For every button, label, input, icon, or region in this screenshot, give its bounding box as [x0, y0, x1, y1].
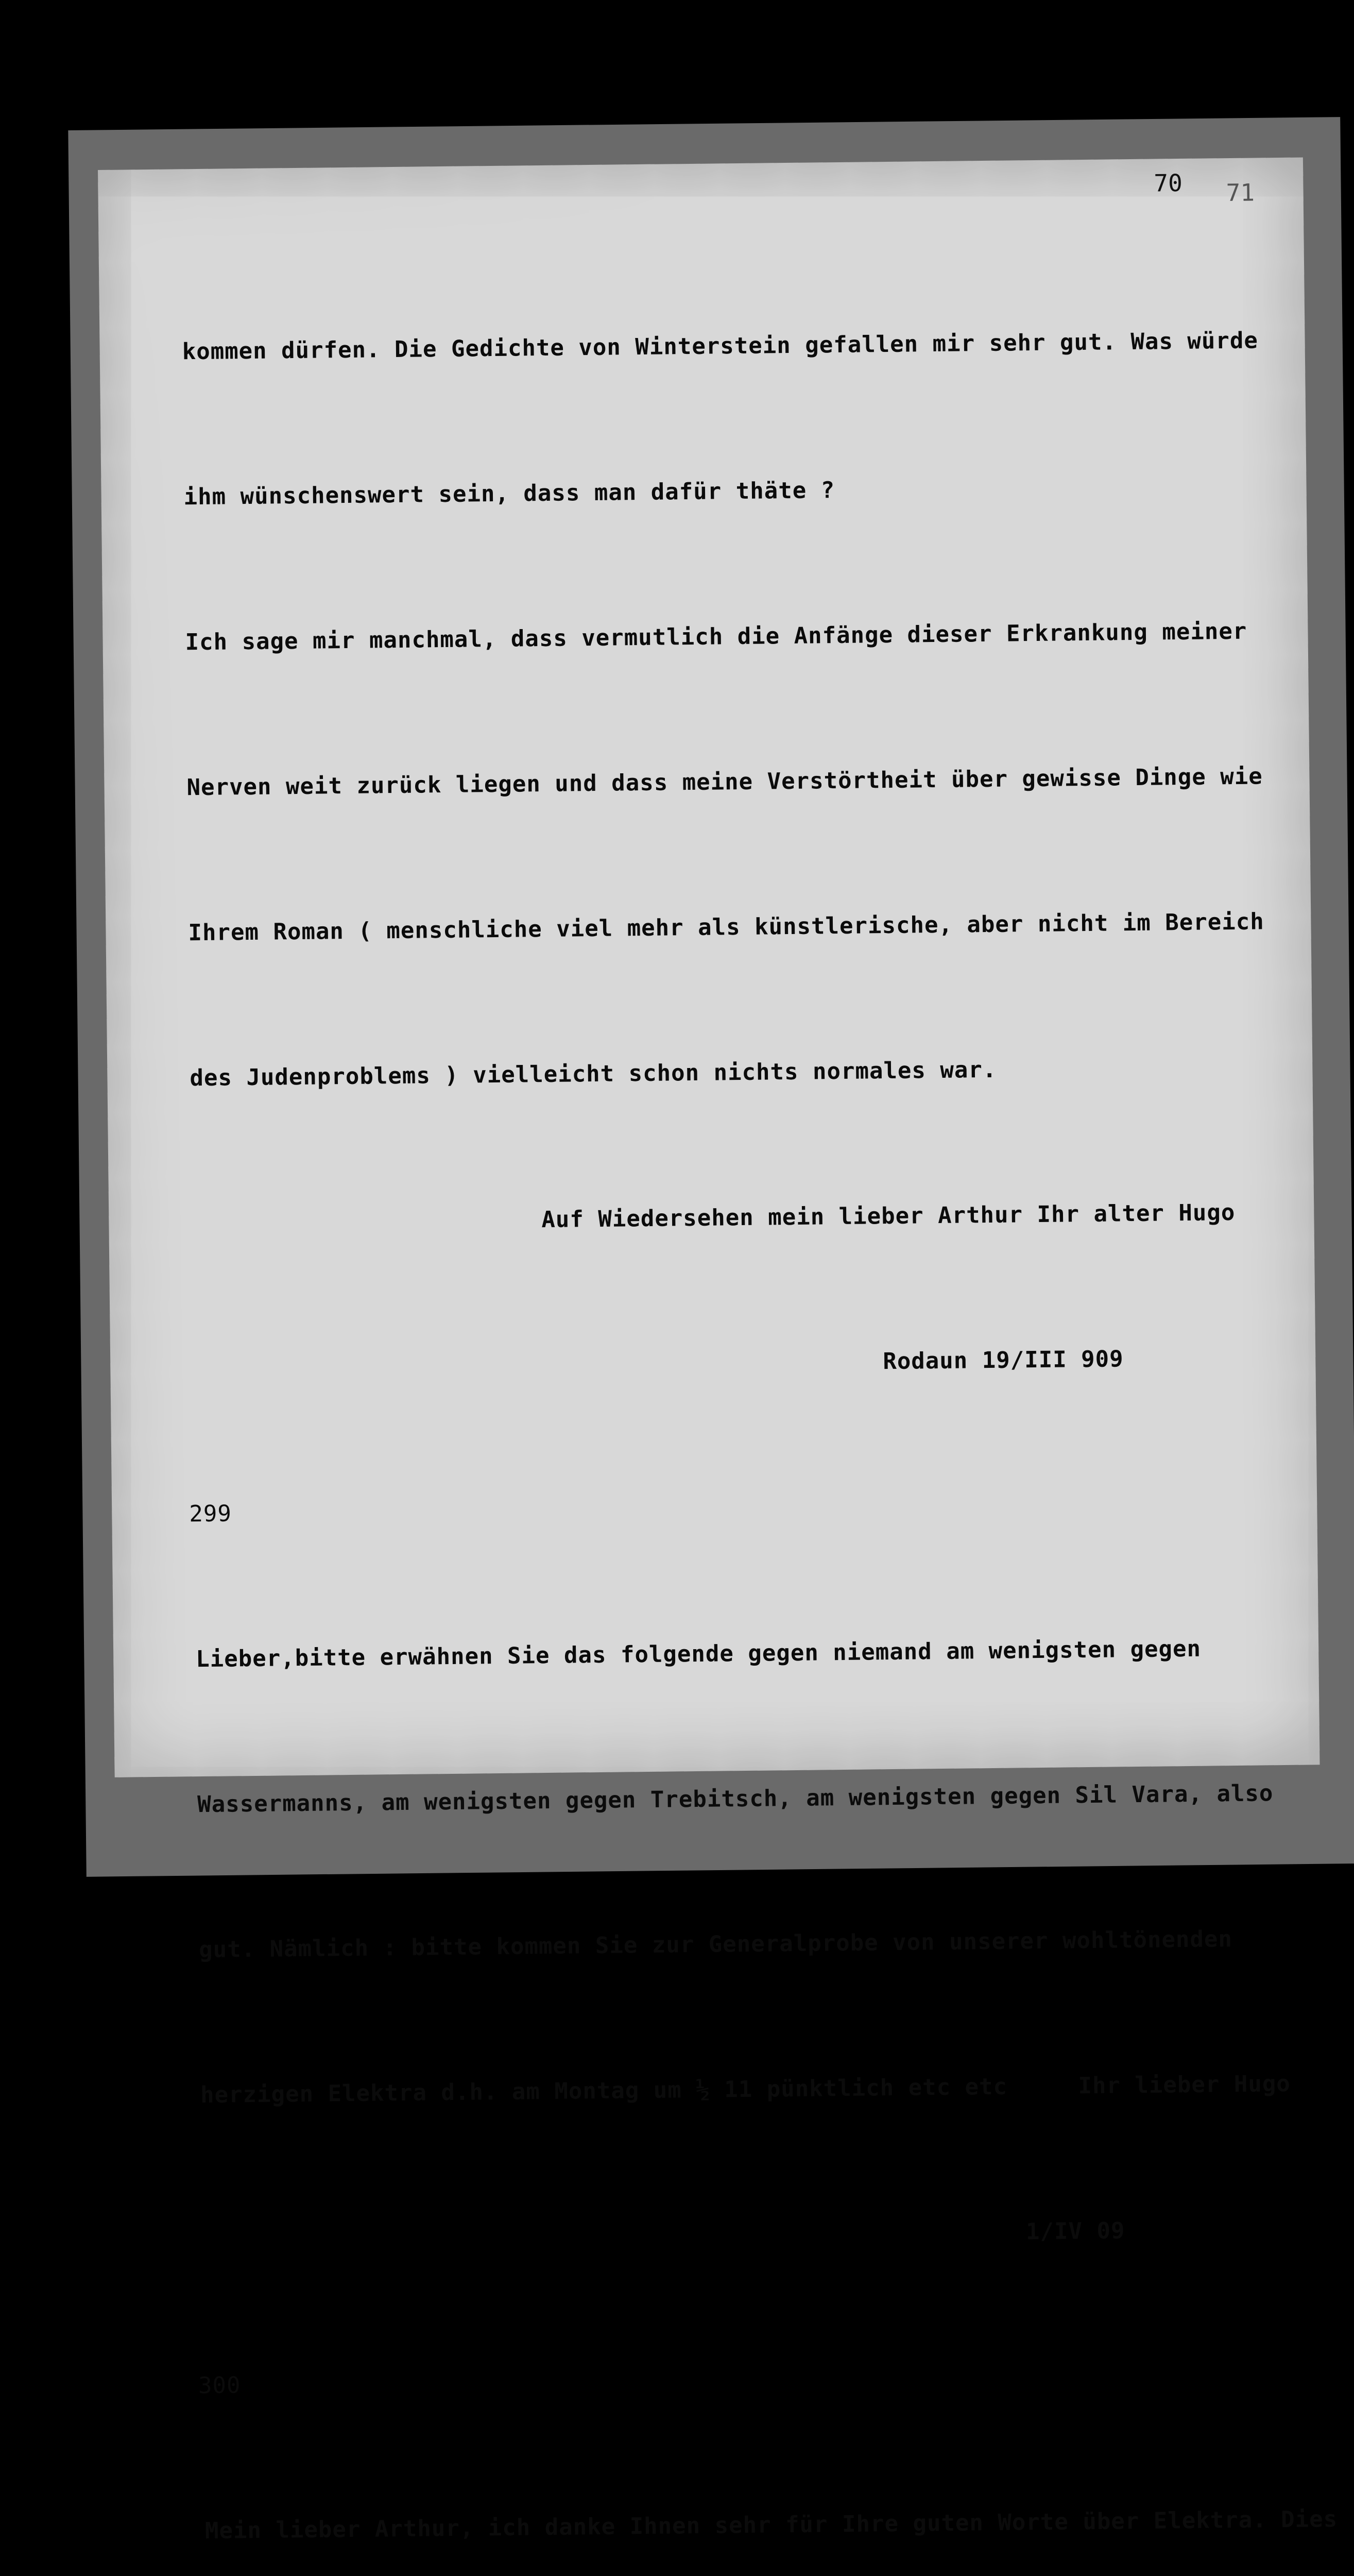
- text-line: des Judenproblems ) vielleicht schon nichts normales war.: [190, 1056, 997, 1092]
- text-line: gut. Nämlich : bitte kommen Sie zur Generalprobe von unserer wohltönenden: [198, 1926, 1233, 1963]
- text-line: Ihrem Roman ( menschliche viel mehr als künstlerische, aber nicht im Bereich: [188, 908, 1264, 946]
- letter-number: 299: [189, 1500, 232, 1528]
- text-line: herzigen Elektra d.h. am Montag um ½ 11 pünktlich etc etc Ihr lieber Hugo: [200, 2070, 1291, 2109]
- letter-body: [181, 219, 1339, 2576]
- letter-number: 300: [198, 2372, 241, 2399]
- text-line: kommen dürfen. Die Gedichte von Winterstein gefallen mir sehr gut. Was würde: [182, 327, 1259, 365]
- text-line: ihm wünschenswert sein, dass man dafür thäte ?: [183, 477, 835, 511]
- text-line: Wassermanns, am wenigsten gegen Trebitsch, am wenigsten gegen Sil Vara, also: [197, 1780, 1274, 1818]
- date-line: 1/IV 09: [1025, 2217, 1125, 2245]
- date-line: Rodaun 19/III 909: [883, 1346, 1124, 1375]
- document-page: [98, 157, 1338, 2545]
- text-line: Lieber,bitte erwähnen Sie das folgende gegen niemand am wenigsten gegen: [196, 1635, 1202, 1673]
- text-line: Nerven weit zurück liegen und dass meine Verstörtheit über gewisse Dinge wie: [186, 763, 1263, 801]
- text-line: Mein lieber Arthur, ich danke Ihnen sehr für Ihre guten Worte über Elektra. Dies: [204, 2506, 1338, 2545]
- signature-line: Auf Wiedersehen mein lieber Arthur Ihr alter Hugo: [541, 1199, 1236, 1233]
- text-line: Ich sage mir manchmal, dass vermutlich die Anfänge dieser Erkrankung meiner: [185, 618, 1247, 656]
- page-number-bleed: 71: [1226, 178, 1255, 207]
- page-number: 70: [1154, 168, 1183, 197]
